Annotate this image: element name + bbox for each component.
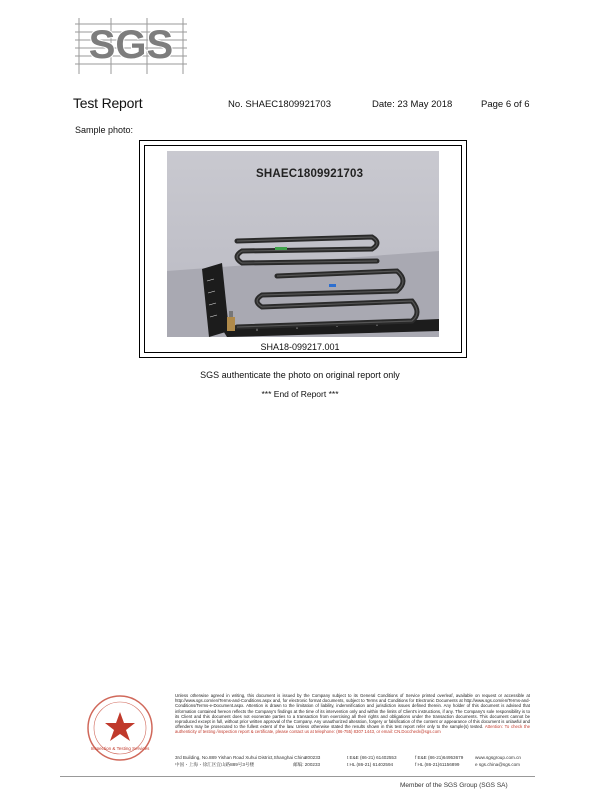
terms-fine-print [175,693,530,735]
page-number: Page 6 of 6 [481,99,530,110]
tel-en: t E&E (86-21) 61402553 [347,755,397,760]
address-row-cn [175,762,535,769]
address-row-en [175,755,535,762]
end-of-report: *** End of Report *** [261,389,339,399]
photo-report-code: SHAEC1809921703 [256,168,364,180]
fax-en: f E&E (86-21)64953679 [415,755,464,760]
svg-text:SGS: SGS [88,23,174,67]
email: e sgs.china@sgs.com [475,762,521,767]
report-number: No. SHAEC1809921703 [228,99,331,110]
postcode-en: 200233 [305,755,321,760]
member-of-sgs: Member of the SGS Group (SGS SA) [400,782,508,789]
seal-text: Inspection & Testing Services [90,746,150,751]
address-cn: 中国・上海・徐汇区宜山路889号3号楼 [175,762,255,767]
address-en: 3rd Building, No.889 Yishan Road Xuhui District,Shanghai China [175,755,307,760]
report-date: Date: 23 May 2018 [372,99,453,110]
postcode-cn: 邮编: 200233 [293,762,321,767]
report-title: Test Report [73,95,143,111]
terms-body: Unless otherwise agreed in writing, this document is issued by the Company subject to its General Conditions of Service printed overleaf, available on request or accessible at http://www.sgs.com/en/Terms-and-Conditions.aspx and, for electronic format documents, subject to Terms and Conditions for Electronic Documents at http://www.sgs.com/en/Terms-and-Conditions/Terms-e-Document.aspx. Attention is drawn to the limitation of liability, indemnification and jurisdiction issues defined therein. Any holder of this document is advised that information contained hereon reflects the Company's findings at the time of its intervention only and within the limits of Client's instructions, if any. The Company's sole responsibility is to its Client and this document does not exonerate parties to a transaction from exercising all their rights and obligations under the transaction documents. This document cannot be reproduced except in full, without prior written approval of the Company. Any unauthorized alteration, forgery or falsification of the content or appearance of this document is unlawful and offenders may be prosecuted to the fullest extent of the law. Unless otherwise stated the results shown in this test report refer only to the sample(s) tested. [175,693,530,730]
inspection-seal [72,688,172,770]
sample-photo-label: Sample photo: [75,125,134,135]
authentication-note: SGS authenticate the photo on original report only [200,370,400,380]
website: www.sgsgroup.com.cn [475,755,521,760]
fax-cn: f HL (86-21)61156899 [415,762,460,767]
photo-caption: SHA18-099217.001 [260,342,340,352]
sgs-logo [75,18,187,74]
footer-divider [60,776,535,777]
authenticity-notice: Attention: To check the authenticity of testing /inspection report & certificate, please contact us at telephone: (86-755) 8307 1443, or email: CN.Doccheck@sgs.com [175,724,530,735]
address-block [175,755,535,769]
tel-cn: t HL (86-21) 61402594 [347,762,394,767]
